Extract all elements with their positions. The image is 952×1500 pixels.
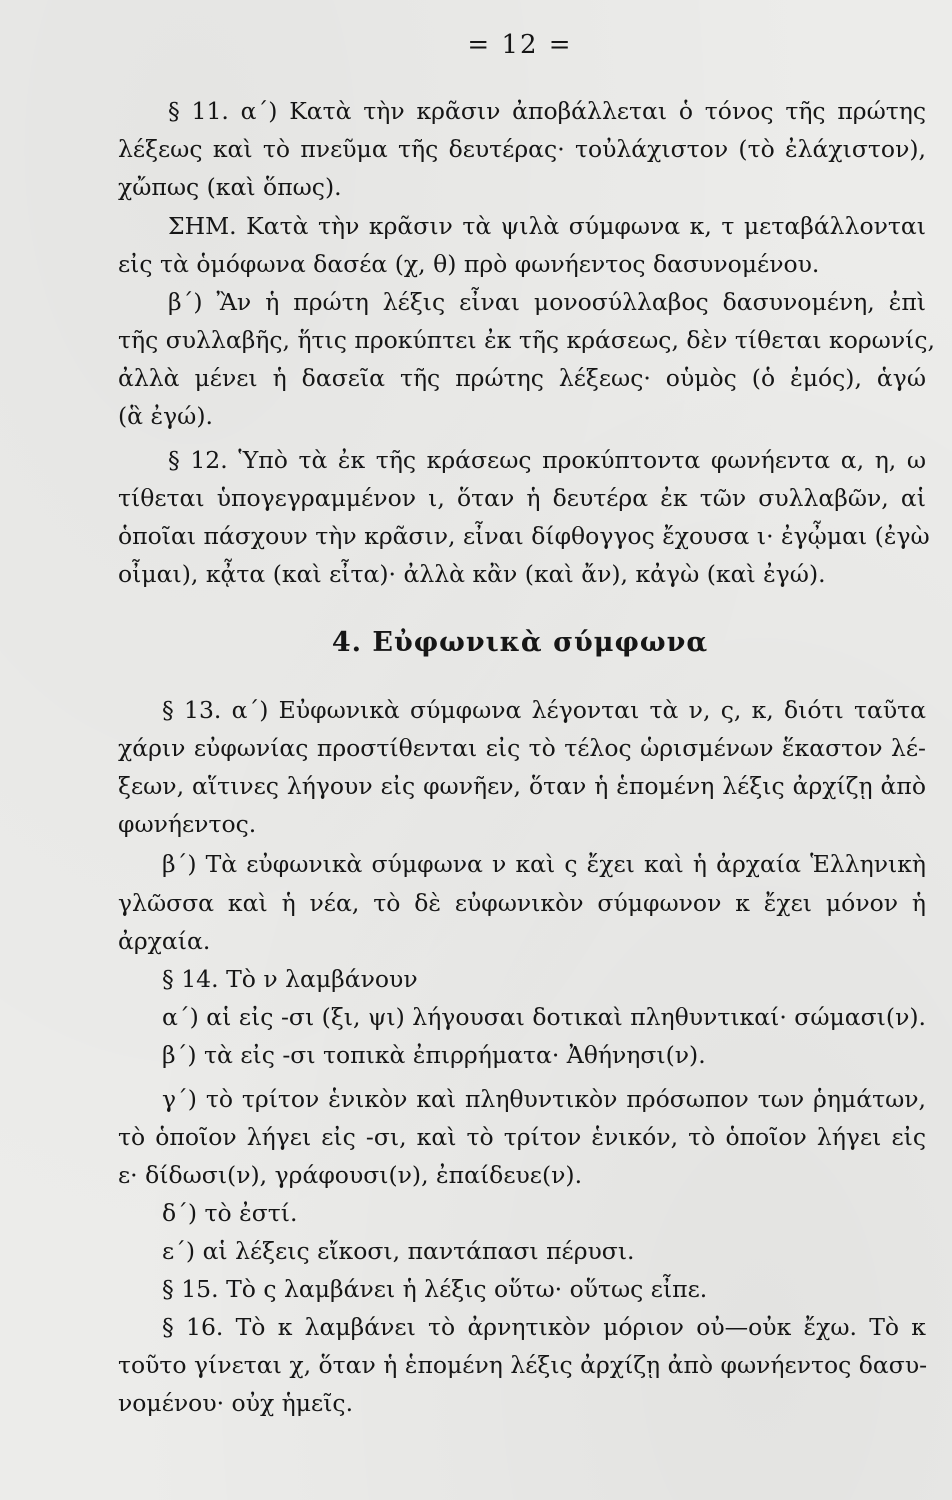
text-line: λέξεως καὶ τὸ πνεῦμα τῆς δευτέρας· τοὐλάχιστον (τὸ ἐλάχιστον), <box>118 135 926 163</box>
text-line: α΄) αἱ εἰς -σι (ξι, ψι) λήγουσαι δοτικαὶ πληθυντικαί· σώμασι(ν). <box>162 1003 926 1031</box>
text-line: § 16. Τὸ κ λαμβάνει τὸ ἀρνητικὸν μόριον οὐ—οὐκ ἔχω. Τὸ κ <box>162 1313 926 1341</box>
text-line: (ἃ ἐγώ). <box>118 402 213 430</box>
text-line: ΣΗΜ. Κατὰ τὴν κρᾶσιν τὰ ψιλὰ σύμφωνα κ, τ μεταβάλλονται <box>168 212 926 240</box>
text-line: § 15. Τὸ ς λαμβάνει ἡ λέξις οὕτω· οὕτως εἶπε. <box>162 1275 708 1303</box>
text-line: β΄) Ἂν ἡ πρώτη λέξις εἶναι μονοσύλλαβος δασυνομένη, ἐπὶ <box>168 288 926 316</box>
text-line: ε· δίδωσι(ν), γράφουσι(ν), ἐπαίδευε(ν). <box>118 1161 583 1189</box>
text-line: ἀρχαία. <box>118 927 211 955</box>
text-line: τίθεται ὑπογεγραμμένον ι, ὅταν ἡ δευτέρα ἐκ τῶν συλλαβῶν, αἱ <box>118 484 926 512</box>
text-line: § 12. Ὑπὸ τὰ ἐκ τῆς κράσεως προκύπτοντα φωνήεντα α, η, ω <box>168 446 926 474</box>
text-line: τοῦτο γίνεται χ, ὅταν ἡ ἑπομένη λέξις ἀρχίζῃ ἀπὸ φωνήεντος δασυ- <box>118 1351 928 1379</box>
text-line: χάριν εὐφωνίας προστίθενται εἰς τὸ τέλος ὡρισμένων ἕκαστον λέ- <box>118 734 926 762</box>
text-line: τῆς συλλαβῆς, ἥτις προκύπτει ἐκ τῆς κράσεως, δὲν τίθεται κορωνίς, <box>118 326 935 354</box>
text-line: ἀλλὰ μένει ἡ δασεῖα τῆς πρώτης λέξεως· οὑμὸς (ὁ ἐμός), ἁγώ <box>118 364 926 392</box>
text-line: ξεων, αἵτινες λήγουν εἰς φωνῆεν, ὅταν ἡ ἑπομένη λέξις ἀρχίζῃ ἀπὸ <box>118 772 926 800</box>
text-line: β΄) Τὰ εὐφωνικὰ σύμφωνα ν καὶ ς ἔχει καὶ ἡ ἀρχαία Ἑλληνικὴ <box>162 850 926 878</box>
text-line: χὤπως (καὶ ὅπως). <box>118 173 342 201</box>
text-line: § 13. α΄) Εὐφωνικὰ σύμφωνα λέγονται τὰ ν, ς, κ, διότι ταῦτα <box>162 696 926 724</box>
page-number: = 12 = <box>467 30 573 60</box>
text-line: § 14. Τὸ ν λαμβάνουν <box>162 965 418 993</box>
text-line: ε΄) αἱ λέξεις εἴκοσι, παντάπασι πέρυσι. <box>162 1237 635 1265</box>
text-line: γλῶσσα καὶ ἡ νέα, τὸ δὲ εὐφωνικὸν σύμφωνον κ ἔχει μόνον ἡ <box>118 889 926 917</box>
text-line: β΄) τὰ εἰς -σι τοπικὰ ἐπιρρήματα· Ἀθήνησι(ν). <box>162 1041 706 1069</box>
text-line: νομένου· οὐχ ἡμεῖς. <box>118 1389 354 1417</box>
text-line: γ΄) τὸ τρίτον ἑνικὸν καὶ πληθυντικὸν πρόσωπον των ῥημάτων, <box>162 1085 926 1113</box>
text-line: φωνήεντος. <box>118 810 257 838</box>
text-line: τὸ ὁποῖον λήγει εἰς -σι, καὶ τὸ τρίτον ἑνικόν, τὸ ὁποῖον λήγει εἰς <box>118 1123 926 1151</box>
text-line: εἰς τὰ ὁμόφωνα δασέα (χ, θ) πρὸ φωνήεντος δασυνομένου. <box>118 250 820 278</box>
text-line: § 11. α΄) Κατὰ τὴν κρᾶσιν ἀποβάλλεται ὁ τόνος τῆς πρώτης <box>168 97 926 125</box>
text-line: ὁποῖαι πάσχουν τὴν κρᾶσιν, εἶναι δίφθογγος ἔχουσα ι· ἐγᾦμαι (ἐγὼ <box>118 522 930 550</box>
text-line: δ΄) τὸ ἐστί. <box>162 1199 298 1227</box>
section-heading: 4. Εὐφωνικὰ σύμφωνα <box>331 627 709 658</box>
text-line: οἶμαι), κᾆτα (καὶ εἶτα)· ἀλλὰ κἂν (καὶ ἄν), κἀγὼ (καὶ ἐγώ). <box>118 560 826 588</box>
